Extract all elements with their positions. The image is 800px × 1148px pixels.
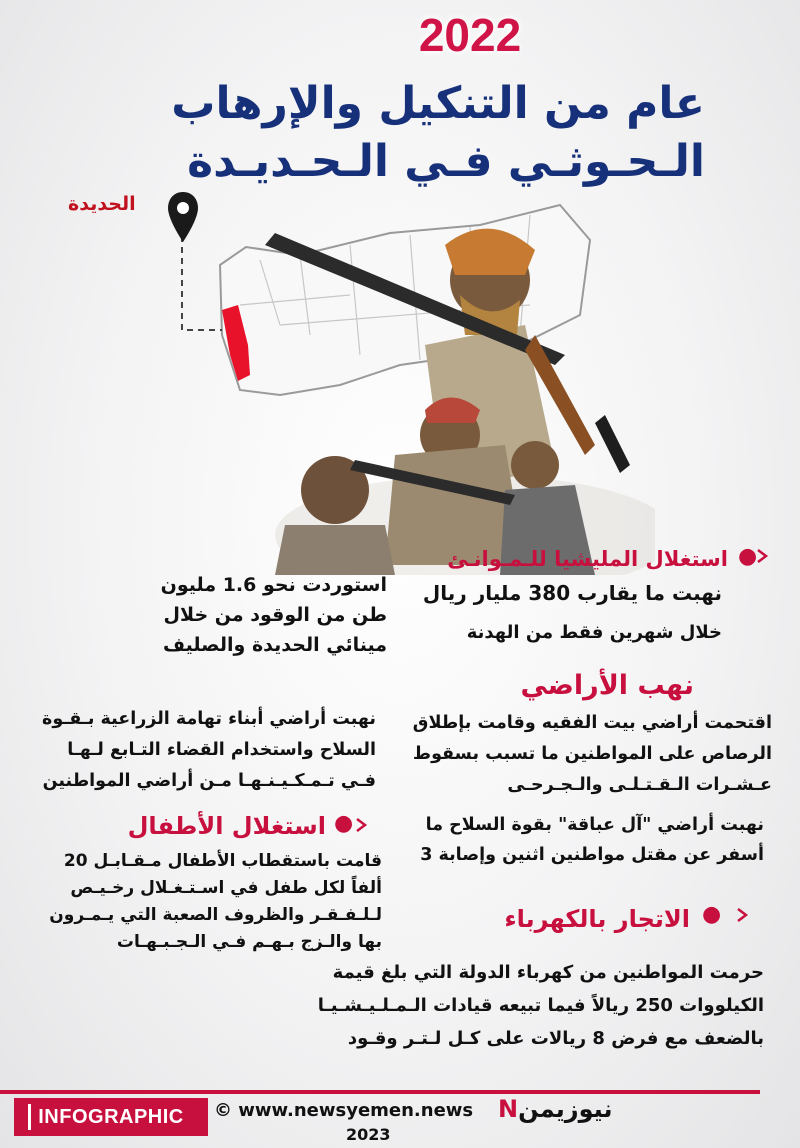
footer-year: 2023: [346, 1125, 391, 1144]
website-link[interactable]: © www.newsyemen.news: [214, 1100, 474, 1121]
ports-line2: خلال شهرين فقط من الهدنة: [466, 622, 722, 643]
year-title: 2022: [418, 9, 522, 61]
children-line4: بها والـزج بـهـم فـي الـجـبـهـات: [116, 932, 382, 952]
children-line2: ألفاً لكل طفل في اسـتـغـلال رخـيـص: [70, 878, 382, 898]
lands-para1-line3: عـشـرات الـقـتـلـى والـجـرحـى: [507, 775, 772, 795]
fuel-line2: طن من الوقود من خلال: [163, 604, 387, 626]
pin-label: الحديدة: [68, 193, 136, 215]
logo-mark: N: [498, 1095, 519, 1123]
newsyemen-logo: [498, 1095, 612, 1123]
electricity-line2: الكيلووات 250 ريالاً فيما تبيعه قيادات الـمـلـيـشـيـا: [317, 995, 764, 1016]
children-line3: لـلـفـقـر والظروف الصعبة التي يـمـرون: [49, 905, 382, 925]
electricity-heading: الاتجار بالكهرباء: [504, 905, 690, 933]
lands-para2-line2: أسفر عن مقتل مواطنين اثنين وإصابة 3: [420, 845, 764, 865]
ports-line1: نهبت ما يقارب 380 مليار ريال: [422, 581, 722, 605]
lands-para1-line2: الرصاص على المواطنين ما تسبب بسقوط: [412, 744, 772, 764]
lands-heading: نهب الأراضي: [520, 670, 694, 701]
bullet-dot-icon: ●: [738, 544, 758, 569]
badge-accent-bar: [28, 1104, 31, 1130]
infographic-badge: INFOGRAPHIC: [14, 1098, 208, 1136]
lands-para1-line1: اقتحمت أراضي بيت الفقيه وقامت بإطلاق: [412, 713, 772, 733]
children-heading: استغلال الأطفال: [127, 812, 326, 840]
chevron-icon: [354, 817, 368, 837]
electricity-line1: حرمت المواطنين من كهرباء الدولة التي بلغ قيمة: [332, 962, 764, 983]
main-title-line1: عام من التنكيل والإرهاب: [171, 78, 705, 129]
fuel-line1: استوردت نحو 1.6 مليون: [160, 574, 387, 596]
main-title-line2: الـحـوثـي فـي الـحـديـدة: [187, 136, 705, 187]
footer-divider: [0, 1090, 760, 1094]
chevron-icon: [735, 907, 749, 927]
map-pin-icon: [166, 190, 200, 244]
bullet-dot-icon: ●: [702, 902, 722, 927]
children-line1: قامت باستقطاب الأطفال مـقـابـل 20: [63, 851, 382, 871]
electricity-line3: بالضعف مع فرض 8 ريالات على كـل لـتـر وقـود: [347, 1028, 764, 1049]
bullet-dot-icon: ●: [334, 811, 354, 836]
lands-para2-line1: نهبت أراضي "آل عباقة" بقوة السلاح ما: [425, 815, 764, 835]
fuel-line3: مينائي الحديدة والصليف: [163, 634, 387, 656]
ports-heading: استغلال المليشيا للـمـوانـئ: [447, 547, 728, 571]
tihama-line1: نهبت أراضي أبناء تهامة الزراعية بـقـوة: [42, 709, 376, 729]
tihama-line2: السلاح واستخدام القضاء التـابع لـهـا: [67, 740, 376, 760]
logo-text: نيوزيمن: [518, 1095, 613, 1123]
militia-photo: [255, 205, 655, 575]
tihama-line3: فـي تـمـكـيـنـهـا مـن أراضي المواطنين: [42, 771, 376, 791]
